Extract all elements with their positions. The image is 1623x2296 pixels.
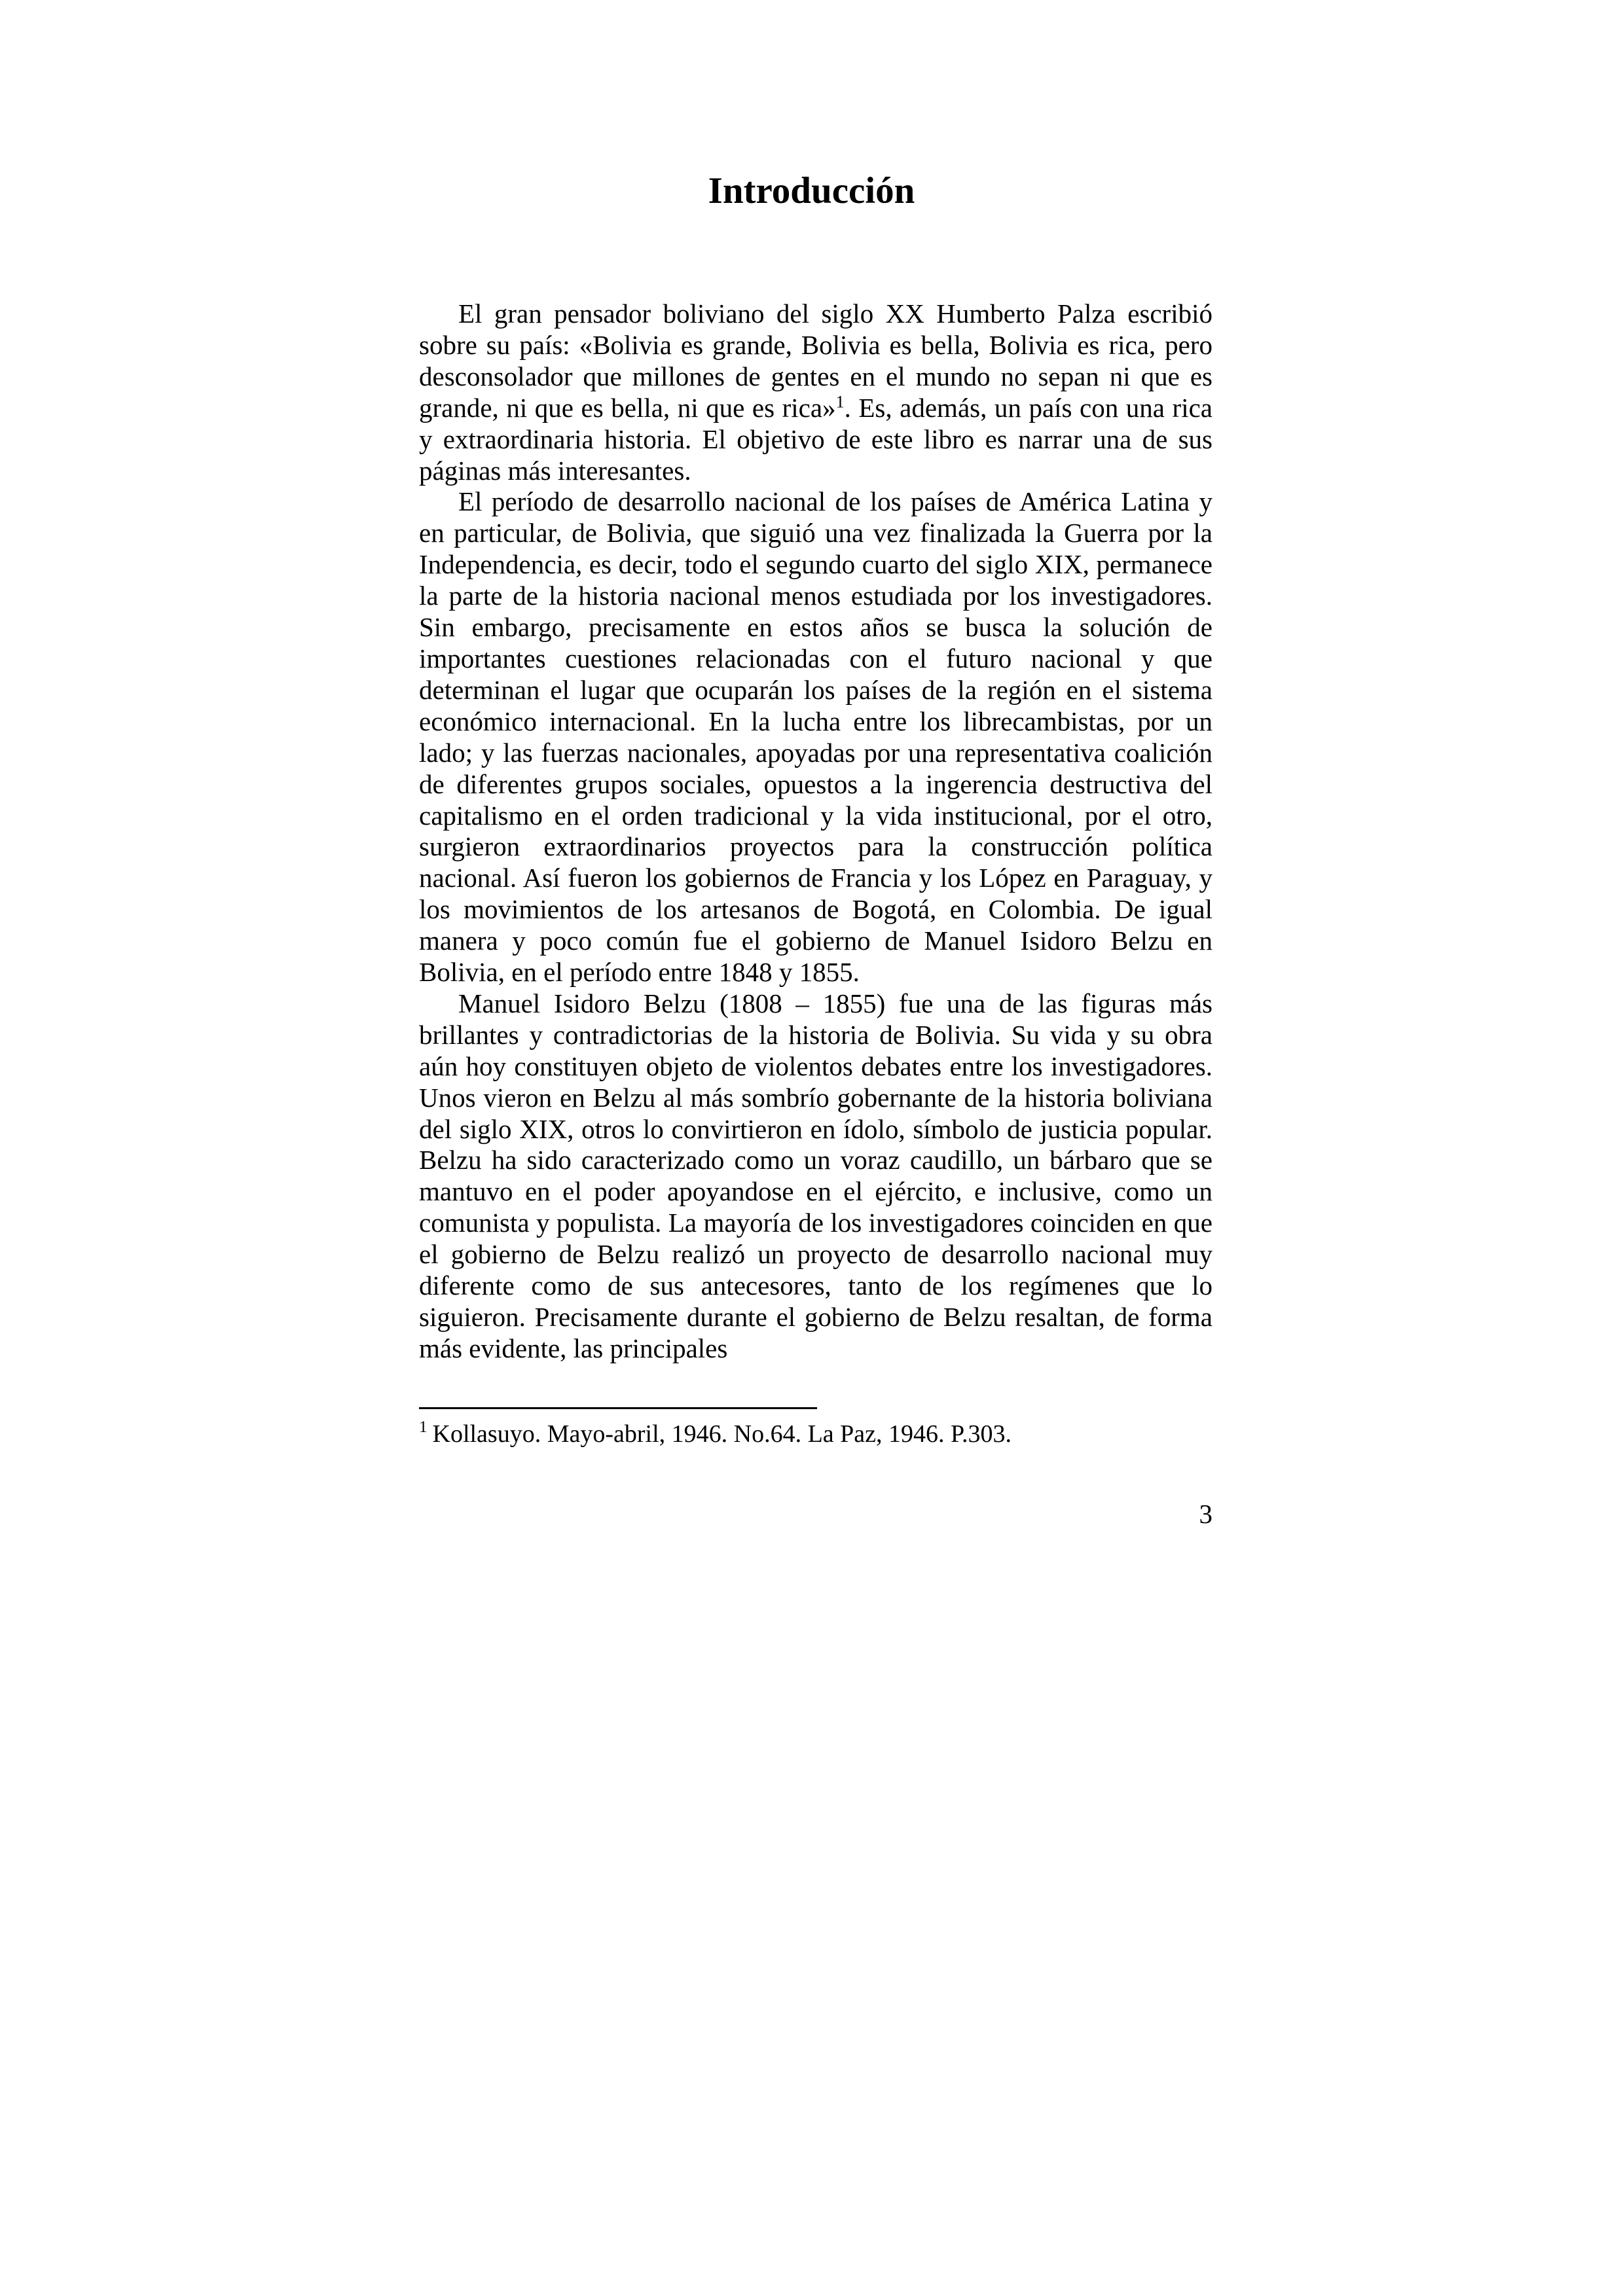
page-number: 3 (1199, 1499, 1213, 1529)
footnote (419, 1418, 1336, 1450)
page-title: Introducción (708, 170, 915, 211)
footnote-reference: 1 (835, 392, 845, 412)
footnote-separator (419, 1407, 817, 1409)
footnote-marker: 1 (419, 1418, 428, 1436)
body-text (419, 298, 1213, 1365)
footnote-text: Kollasuyo. Mayo-abril, 1946. No.64. La Paz, 1946. P.303. (432, 1420, 1012, 1448)
paragraph-1-text-continued: . Es, además, un país con una rica y extraordinaria historia. El objetivo de este libro es narrar una de sus páginas más interesantes. (419, 392, 1213, 486)
paragraph-1 (419, 298, 1213, 486)
paragraph-2: El período de desarrollo nacional de los países de América Latina y en particular, de Bolivia, que siguió una vez finalizada la Guerra por la Independencia, es decir, todo el segundo cuarto del siglo XIX, permanece la parte de la historia nacional menos estudiada por los investigadores. Sin embargo, precisamente en estos años se busca la solución de importantes cuestiones relacionadas con el futuro nacional y que determinan el lugar que ocuparán los países de la región en el sistema económico internacional. En la lucha entre los librecambistas, por un lado; y las fuerzas nacionales, apoyadas por una representativa coalición de diferentes grupos sociales, opuestos a la ingerencia destructiva del capitalismo en el orden tradicional y la vida institucional, por el otro, surgieron extraordinarios proyectos para la construcción política nacional. Así fueron los gobiernos de Francia y los López en Paraguay, y los movimientos de los artesanos de Bogotá, en Colombia. De igual manera y poco común fue el gobierno de Manuel Isidoro Belzu en Bolivia, en el período entre 1848 y 1855. (419, 486, 1213, 988)
paragraph-1-text: El gran pensador boliviano del siglo XX Humberto Palza escribió sobre su país: «Bolivia es grande, Bolivia es bella, Bolivia es rica, pero desconsolador que millones de gentes en el mundo no sepan ni que es grande, ni que es bella, ni que es rica» (419, 298, 1213, 423)
paragraph-3: Manuel Isidoro Belzu (1808 – 1855) fue una de las figuras más brillantes y contradictorias de la historia de Bolivia. Su vida y su obra aún hoy constituyen objeto de violentos debates entre los investigadores. Unos vieron en Belzu al más sombrío gobernante de la historia boliviana del siglo XIX, otros lo convirtieron en ídolo, símbolo de justicia popular. Belzu ha sido caracterizado como un voraz caudillo, un bárbaro que se mantuvo en el poder apoyandose en el ejército, e inclusive, como un comunista y populista. La mayoría de los investigadores coinciden en que el gobierno de Belzu realizó un proyecto de desarrollo nacional muy diferente como de sus antecesores, tanto de los regímenes que lo siguieron. Precisamente durante el gobierno de Belzu resaltan, de forma más evidente, las principales (419, 988, 1213, 1363)
